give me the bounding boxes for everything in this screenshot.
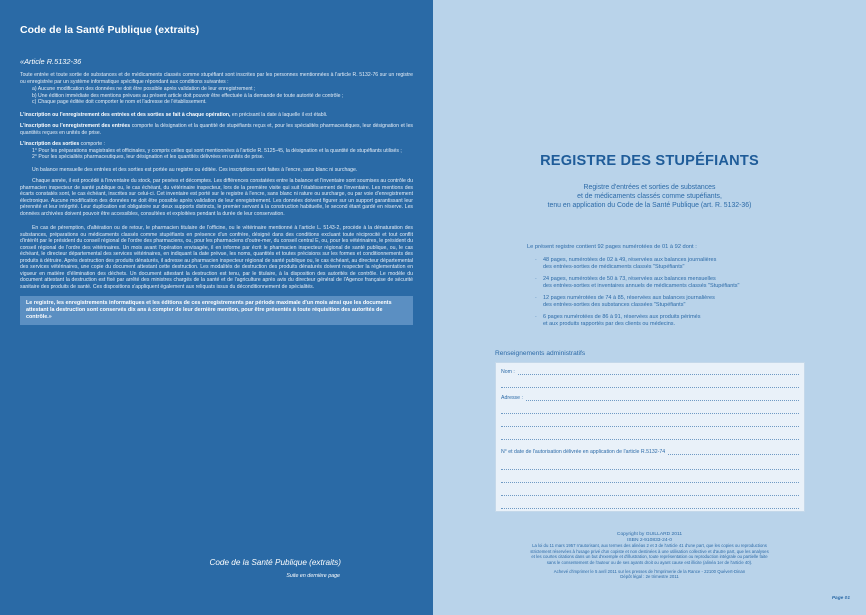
item-line: · 48 pages, numérotées de 02 à 49, réservées aux balances journalières [543,257,717,263]
isbn-line: ISBN 2-910833-24-0 [627,537,672,543]
bold-lead: L'inscription ou l'enregistrement des entrées [20,123,131,129]
list-item [535,295,740,309]
authorization-field[interactable] [501,445,799,455]
deposit-line: Dépôt légal : 2e trimestre 2011 [620,574,679,580]
blank-line[interactable] [501,486,799,496]
item-c: c) Chaque page éditée doit comporter le nom et l'adresse de l'établissement. [32,99,207,105]
copyright-line: Copyright by GUILLARD 2011 [616,532,683,537]
item-line: · 24 pages, numérotées de 50 à 73, réservées aux balances mensuelles [543,276,716,282]
field-label: N° et date de l'autorisation délivrée en application de l'article R.5132-74 [501,449,666,455]
register-title: REGISTRE DES STUPÉFIANTS [540,153,759,169]
item-line: et aux produits rapportés par des clients ou médecins. [543,321,676,327]
right-page [433,0,866,615]
article-paragraph-1 [20,72,413,106]
paragraph-text: Toute entrée et toute sortie de substances et de médicaments classés comme stupéfiant sont inscrites par les personnes mentionnées à l'article R. 5132-76 sur un registre ou enregistrée par un système informatique spécifique répondant aux conditions suivantes : [20,72,413,85]
bold-lead: L'inscription des sorties [20,141,80,147]
article-paragraph-3 [20,123,413,136]
left-footer-title: Code de la Santé Publique (extraits) [209,558,341,567]
item-line: des entrées-sorties et inventaires annuels de médicaments classés "Stupéfiants" [543,283,740,289]
paragraph-rest: comporte : [79,141,105,147]
legal-line: La loi du 11 mars 1957 n'autorisant, aux termes des alinéas 2 et 3 de l'article 41 d'une part, que les copies ou reproductions [532,543,767,549]
item-1: 1° Pour les préparations magistrales et officinales, y compris celles qui sont mentionnées à l'article R. 5125-45, la désignation et la quantité de stupéfiants utilisés ; [32,147,402,154]
blank-line[interactable] [501,460,799,470]
subtitle-line: tenu en application du Code de la Santé Publique (art. R. 5132-36) [547,202,752,209]
left-title: Code de la Santé Publique (extraits) [20,24,200,36]
blank-line[interactable] [501,404,799,414]
bold-lead: L'inscription ou l'enregistrement des entrées et des sorties se fait à chaque opération, [20,111,231,118]
subtitle-line: Registre d'entrées et sorties de substances [583,184,716,191]
page-allocation-list [535,257,740,333]
item-line: des entrées-sorties de médicaments classés "Stupéfiants" [543,264,685,270]
blank-line[interactable] [501,473,799,483]
admin-form [495,362,805,512]
item-b: b) Une édition immédiate des mentions prévues au présent article doit pouvoir être effectuée à la demande de toute autorité de contrôle ; [32,92,344,99]
article-paragraph-6: Chaque année, il est procédé à l'inventaire du stock, par pesées et décomptes. Les différences constatées entre la balance et l'inventaire sont soumises au contrôle du pharmacien inspecteur de santé publique ou, le cas échéant, du vétérinaire inspecteur, lors de la première visite qui suit l'établissement de l'inventaire. Les mentions des écarts constatés sont, le cas échéant, inscrites sur celui-ci. Cet inventaire est porté sur le registre à l'encre, sans blanc ni rature ou surcharge, ou par voie d'enregistrement électronique. Aucune modification des données ne doit être possible après validation de leur enregistrement. Les données doivent figurer sur un support garantissant leur pérennité et leur intégrité. Leur duplication est obligatoire sur deux supports distincts, le premier servant à la construction habituelle, le second étant gardé en réserve. Les données archivées doivent pouvoir être accessibles, consultées et exploitées pendant la durée de leur conservation. [20,178,413,217]
legal-line: strictement réservées à l'usage privé d'un copiste et non destinées à une utilisation collective et d'autre part, que les analyses [530,548,769,554]
item-line: · 6 pages numérotées de 86 à 91, réservées aux produits périmés [543,314,701,320]
highlight-box: Le registre, les enregistrements informatiques et les éditions de ces enregistrements par période maximale d'un mois ainsi que les documents attestant la destruction sont conservés dix ans à compter de leur dernière mention, pour être présentés à toute réquisition des autorités de contrôle.» [20,296,413,325]
fill-line[interactable] [501,423,799,427]
paragraph-rest: comporte la désignation et la quantité de stupéfiants reçus et, pour les spécialités pharmaceutiques, leur désignation et les quantités reçues en unités de prise. [20,123,413,136]
address-field[interactable] [501,391,799,401]
article-paragraph-4 [20,141,413,161]
item-a: a) Aucune modification des données ne doit être possible après validation de leur enregistrement ; [32,86,256,92]
list-item [535,257,740,271]
field-label: Adresse : [501,395,523,401]
fill-line[interactable] [501,410,799,414]
fill-line[interactable] [526,397,799,401]
blank-line[interactable] [501,417,799,427]
print-line: Achevé d'imprimer le 5 avril 2011 sur les presses de l'Imprimerie de la Rance - 22100 Quévert-Dinan [553,568,746,574]
legal-line: et les courtes citations dans un but d'exemple et d'illustration, toute représentation ou reproduction intégrale ou partielle faite [531,554,768,560]
legal-line: sans le consentement de l'auteur ou de ses ayants droit ou ayant cause est illicite (alinéa 1er de l'article 40). [546,559,753,565]
subtitle-line: et de médicaments classés comme stupéfiants, [577,193,722,200]
fill-line[interactable] [501,479,799,483]
fill-line[interactable] [518,371,799,375]
blank-line[interactable] [501,430,799,440]
fill-line[interactable] [668,451,799,455]
item-line: des entrées-sorties des substances classées "Stupéfiants" [543,302,686,308]
fill-line[interactable] [501,384,799,388]
register-intro: Le présent registre contient 92 pages numérotées de 01 à 92 dont : [527,244,697,250]
page-number: Page 01 [831,596,850,601]
name-field[interactable] [501,365,799,375]
item-line: · 12 pages numérotées de 74 à 85, réservées aux balances journalières [543,295,715,301]
field-label: Nom : [501,369,515,375]
item-2: 2° Pour les spécialités pharmaceutiques, leur désignation et les quantités délivrées en unités de prise. [32,154,265,160]
article-heading: «Article R.5132-36 [20,57,82,66]
article-paragraph-7: En cas de péremption, d'altération ou de retour, le pharmacien titulaire de l'officine, ou le vétérinaire mentionné à l'article L. 5143-2, procède à la dénaturation des substances, préparations ou médicaments classés comme stupéfiants en présence d'un confrère, désigné dans des conditions excluant toute réciprocité et tout conflit d'intérêt par le président du conseil régional de l'ordre des pharmaciens, ou, pour les pharmaciens d'outre-mer, du conseil central E, ou, pour les vétérinaires, le président du conseil régional de l'ordre des vétérinaires. Un mois avant l'opération envisagée, il en informe par écrit le pharmacien inspecteur régional de santé publique, ou, le cas échéant, le directeur départemental des services vétérinaires, en indiquant la date prévue, les noms, quantités et toutes précisions sur les formes et conditionnements des produits à détruire. Après destruction des produits dénaturés, il adresse au pharmacien inspecteur régional de santé publique ou, le cas échéant, au directeur départemental des services vétérinaires, une copie du document attestant cette destruction. Les modalités de destruction des produits dénaturés doivent respecter la réglementation en vigueur en matière d'élimination des déchets. Un document attestant la destruction est tenu, par le titulaire, à la disposition des autorités de contrôle. Le modèle du document attestant la destruction est fixé par arrêté des ministres chargés de la santé et de l'agriculture après avis du directeur général de l'Agence française de sécurité sanitaire des produits de santé. Ces dispositions s'appliquent également aux reliquats issus du déconditionnement de spécialités. [20,225,413,290]
fill-line[interactable] [501,492,799,496]
blank-line[interactable] [501,499,799,509]
fill-line[interactable] [501,466,799,470]
register-subtitle [473,183,826,210]
left-footer-subtitle: Suite en dernière page [286,573,340,579]
fill-line[interactable] [501,505,799,509]
list-item [535,314,740,328]
blank-line[interactable] [501,378,799,388]
admin-section-title: Renseignements administratifs [495,350,586,357]
article-paragraph-2 [20,112,413,119]
list-item [535,276,740,290]
paragraph-rest: en précisant la date à laquelle il est établi. [230,111,328,118]
fill-line[interactable] [501,436,799,440]
article-paragraph-5: Un balance mensuelle des entrées et des sorties est portée au registre ou éditée. Ces inscriptions sont faites à l'encre, sans blanc ni surchage. [32,166,358,173]
copyright-block [473,532,826,580]
